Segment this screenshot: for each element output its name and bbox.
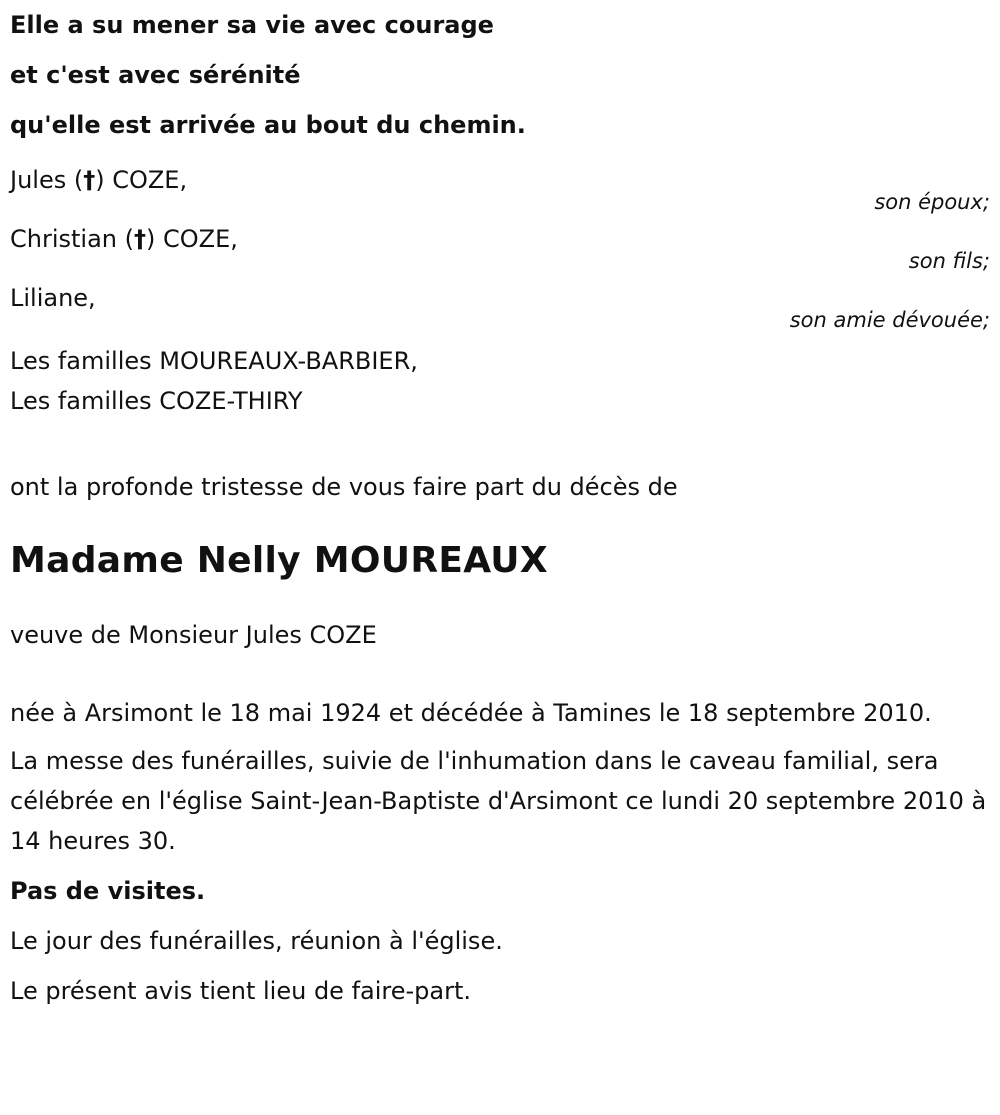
relative-name-suffix: ) COZE, — [95, 166, 188, 194]
obituary-content — [10, 0, 990, 1011]
relative-name-prefix: Liliane, — [10, 284, 96, 312]
relative-entry — [10, 162, 990, 215]
funeral-details: La messe des funérailles, suivie de l'inhumation dans le caveau familial, sera célébrée en l'église Saint-Jean-Baptiste d'Arsimont ce lundi 20 septembre 2010 à 14 heures 30. — [10, 747, 987, 855]
cross-icon: † — [83, 166, 96, 194]
verse-line-2: et c'est avec sérénité — [10, 61, 301, 89]
families — [10, 341, 990, 421]
faire-part-notice: Le présent avis tient lieu de faire-part. — [10, 977, 472, 1005]
gathering-notice: Le jour des funérailles, réunion à l'église. — [10, 927, 503, 955]
cross-icon: † — [134, 225, 146, 253]
relative-name-prefix: Christian ( — [10, 225, 134, 253]
opening-verse — [10, 0, 990, 150]
widow-of: veuve de Monsieur Jules COZE — [10, 621, 377, 649]
family-line-2: Les familles COZE-THIRY — [10, 387, 303, 415]
relative-entry — [10, 280, 990, 333]
relatives-list — [10, 162, 990, 333]
relative-role: son amie dévouée; — [789, 308, 990, 332]
relative-role: son époux; — [874, 190, 990, 214]
relative-name-suffix: ) COZE, — [146, 225, 238, 253]
family-line-1: Les familles MOUREAUX-BARBIER, — [10, 347, 418, 375]
verse-line-3: qu'elle est arrivée au bout du chemin. — [10, 111, 526, 139]
announcement-text: ont la profonde tristesse de vous faire part du décès de — [10, 473, 678, 501]
birth-death-details: née à Arsimont le 18 mai 1924 et décédée à Tamines le 18 septembre 2010. — [10, 699, 932, 727]
no-visits-notice: Pas de visites. — [10, 877, 206, 905]
relative-name-prefix: Jules ( — [10, 166, 84, 194]
verse-line-1: Elle a su mener sa vie avec courage — [10, 11, 494, 39]
relative-role: son fils; — [908, 249, 990, 273]
relative-entry — [10, 221, 990, 274]
deceased-name: Madame Nelly MOUREAUX — [10, 540, 548, 581]
